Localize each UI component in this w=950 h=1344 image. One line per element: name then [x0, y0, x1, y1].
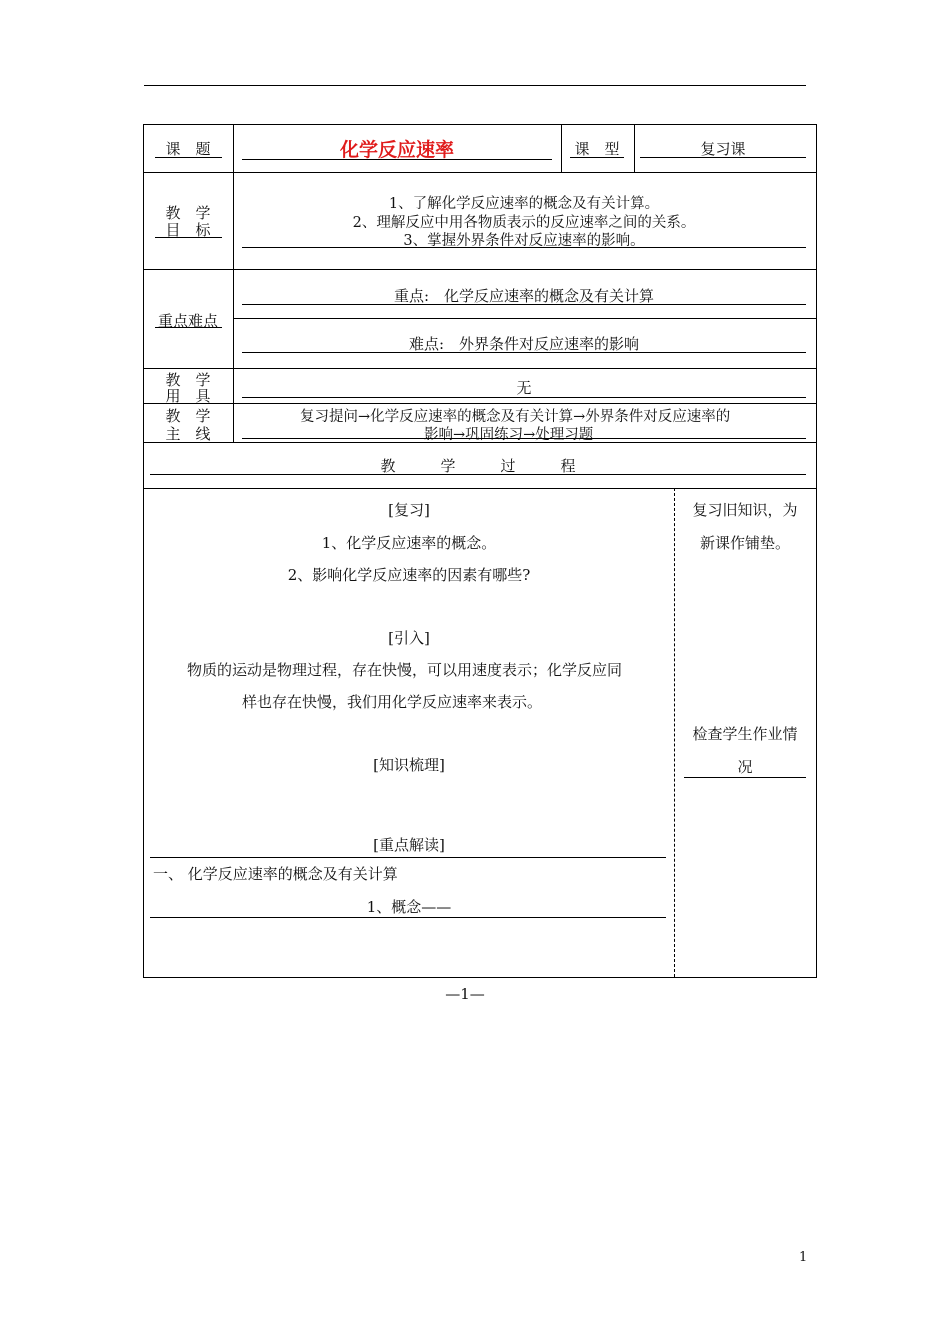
tools-label-line1: 教 学 [165, 371, 211, 389]
goals-label-line1: 教 学 [165, 204, 211, 222]
intro-paragraph-line1: 物质的运动是物理过程，存在快慢，可以用速度表示；化学反应同 [187, 661, 623, 679]
section-heading: 一、 化学反应速率的概念及有关计算 [153, 865, 398, 883]
key-point-underline [242, 304, 806, 305]
key-point: 重点: 化学反应速率的概念及有关计算 [393, 287, 655, 305]
review-question: 2、影响化学反应速率的因素有哪些? [287, 566, 531, 584]
concept-item: 1、概念—— [366, 898, 452, 916]
type-value-underline [640, 157, 806, 158]
type-value: 复习课 [700, 140, 746, 158]
difficult-point-underline [242, 352, 806, 353]
mainline-text-line2: 影响→巩固练习→处理习题 [424, 427, 594, 443]
row-border [143, 403, 816, 404]
mainline-label-line2: 主 线 [165, 425, 211, 443]
topic-label: 课 题 [165, 140, 211, 158]
goal-item: 3、掌握外界条件对反应速率的影响。 [403, 233, 645, 249]
goal-item: 2、理解反应中用各物质表示的反应速率之间的关系。 [352, 215, 696, 231]
knowledge-heading: [知识梳理] [373, 756, 445, 774]
mainline-underline [242, 438, 806, 439]
side-note-1-line2: 新课作铺垫。 [699, 534, 790, 552]
col-border [634, 124, 635, 172]
goals-label-underline [155, 237, 222, 238]
focus-heading: [重点解读] [373, 836, 445, 854]
intro-paragraph-line2: 样也存在快慢，我们用化学反应速率来表示。 [242, 693, 543, 711]
row-border [143, 269, 816, 270]
tools-label-line2: 用 具 [165, 387, 211, 405]
goals-underline [242, 247, 806, 248]
mainline-text-line1: 复习提问→化学反应速率的概念及有关计算→外界条件对反应速率的 [300, 409, 731, 425]
side-note-2-line1: 检查学生作业情 [692, 725, 798, 743]
goal-item: 1、了解化学反应速率的概念及有关计算。 [388, 196, 660, 212]
key-points-label: 重点难点 [157, 312, 218, 330]
type-label-underline [570, 157, 624, 158]
review-question: 1、化学反应速率的概念。 [321, 534, 497, 552]
type-label: 课 型 [574, 140, 620, 158]
concept-underline [150, 917, 666, 918]
col-border [561, 124, 562, 172]
tools-underline [242, 397, 806, 398]
row-border [143, 368, 816, 369]
page-number: 1 [799, 1250, 808, 1265]
key-points-label-underline [155, 327, 222, 328]
side-note-1-line1: 复习旧知识，为 [692, 501, 798, 519]
goals-label-line2: 目 标 [165, 221, 211, 239]
header-rule [144, 85, 806, 86]
tools-value: 无 [516, 379, 532, 397]
lesson-title-underline [242, 159, 552, 160]
difficult-point: 难点: 外界条件对反应速率的影响 [408, 335, 640, 353]
process-header-underline [150, 474, 806, 475]
process-divider [674, 488, 675, 977]
col-border [233, 124, 234, 442]
intro-heading: [引入] [388, 629, 430, 647]
topic-label-underline [155, 157, 222, 158]
mainline-label-line1: 教 学 [165, 407, 211, 425]
row-border [143, 172, 816, 173]
row-border [143, 488, 816, 489]
process-header: 教 学 过 程 [380, 457, 576, 475]
review-heading: [复习] [388, 501, 430, 519]
lesson-title: 化学反应速率 [339, 139, 454, 161]
side-note-2-line2: 况 [737, 758, 753, 776]
side-note-underline [684, 777, 806, 778]
page-marker: —1— [445, 985, 485, 1003]
focus-underline [150, 857, 666, 858]
row-border [233, 318, 816, 319]
